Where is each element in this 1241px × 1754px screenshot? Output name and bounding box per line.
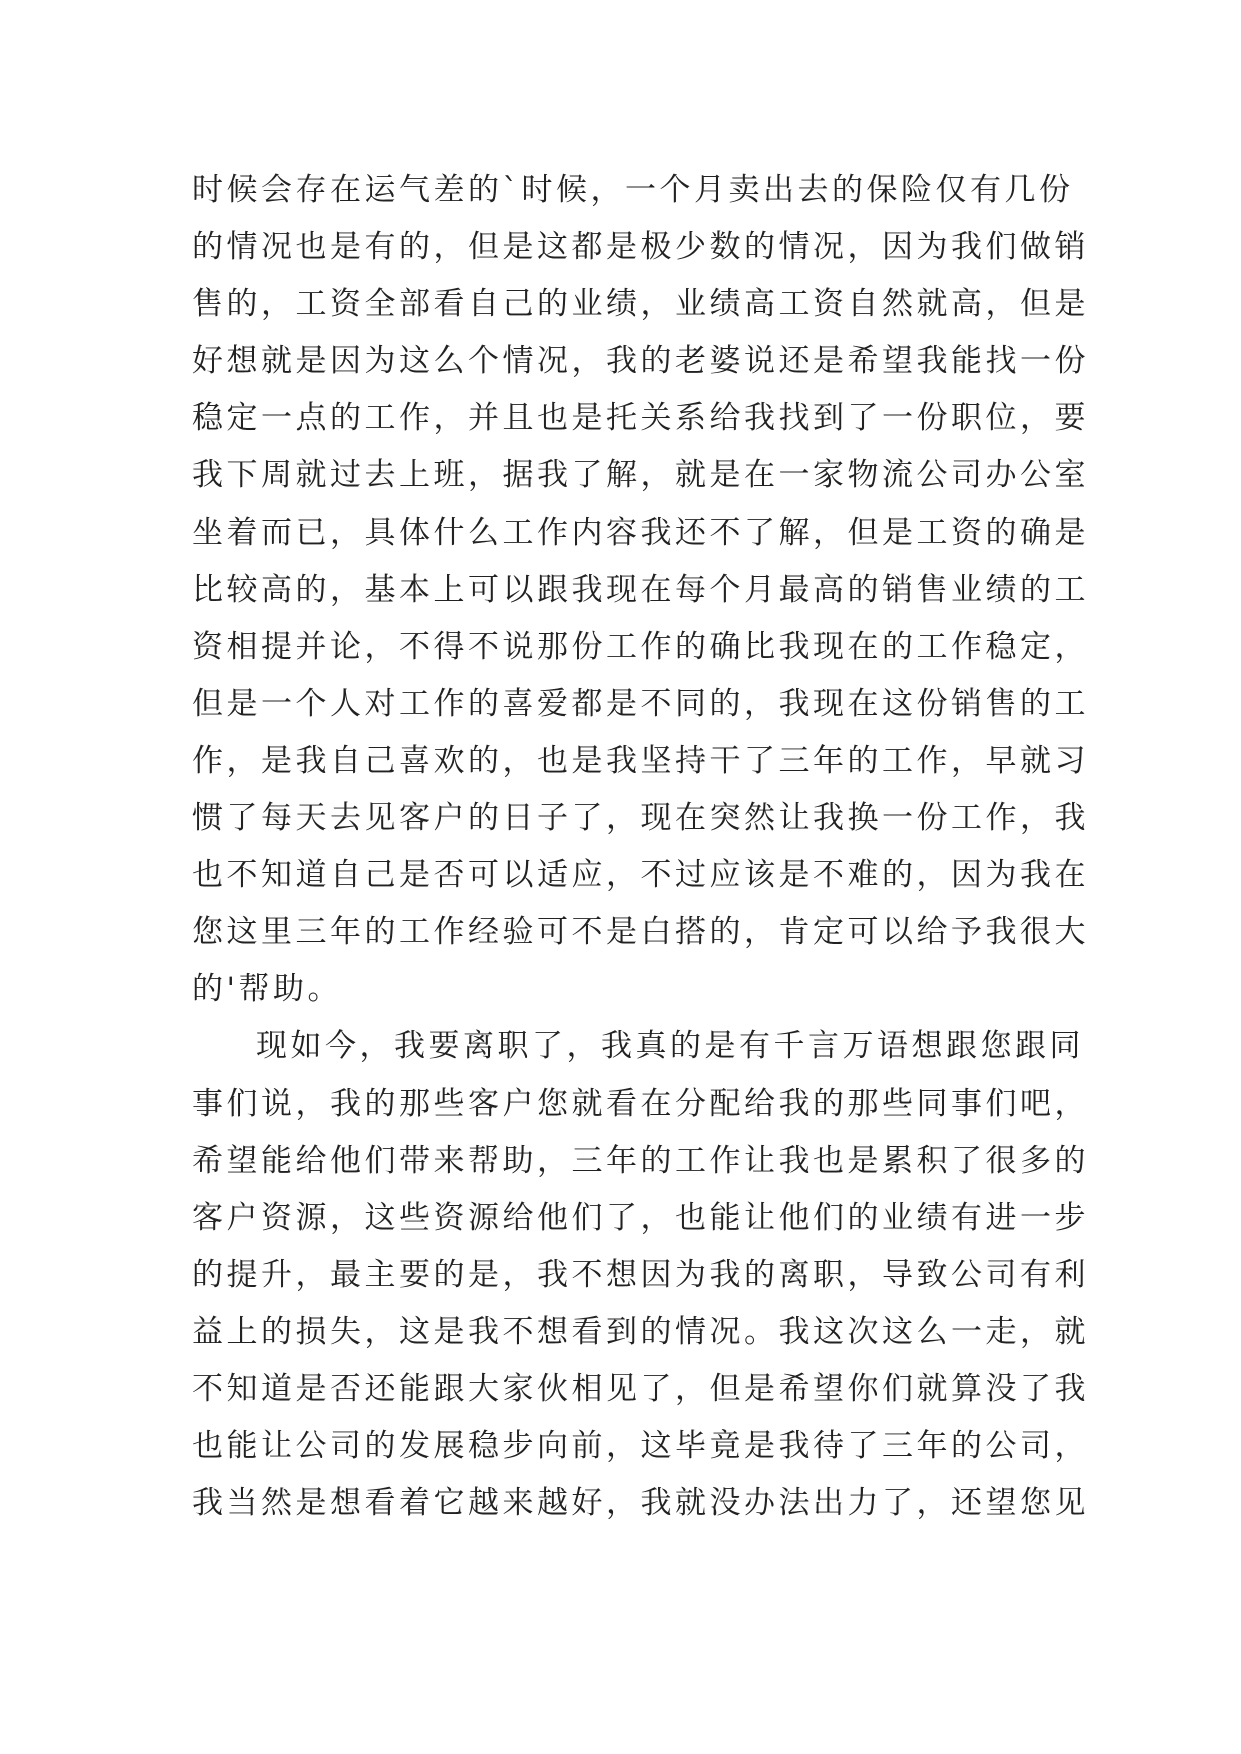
text-line: 比较高的，基本上可以跟我现在每个月最高的销售业绩的工 <box>192 571 1089 608</box>
text-line: 资相提并论，不得不说那份工作的确比我现在的工作稳定， <box>192 628 1089 665</box>
text-line: 益上的损失，这是我不想看到的情况。我这次这么一走，就 <box>192 1313 1089 1350</box>
text-line: 客户资源，这些资源给他们了，也能让他们的业绩有进一步 <box>192 1199 1089 1236</box>
text-line: 我当然是想看着它越来越好，我就没办法出力了，还望您见 <box>192 1485 1089 1522</box>
text-line: 希望能给他们带来帮助，三年的工作让我也是累积了很多的 <box>192 1142 1089 1179</box>
text-line: 坐着而已，具体什么工作内容我还不了解，但是工资的确是 <box>192 514 1089 551</box>
text-line: 也不知道自己是否可以适应，不过应该是不难的，因为我在 <box>192 857 1089 894</box>
text-line: 的情况也是有的，但是这都是极少数的情况，因为我们做销 <box>192 229 1089 266</box>
body-text <box>192 162 1089 1532</box>
text-line: 时候会存在运气差的`时候，一个月卖出去的保险仅有几份 <box>192 172 1074 208</box>
text-line: 售的，工资全部看自己的业绩，业绩高工资自然就高，但是 <box>192 286 1089 323</box>
text-line: 不知道是否还能跟大家伙相见了，但是希望你们就算没了我 <box>192 1370 1089 1407</box>
text-line: 我下周就过去上班，据我了解，就是在一家物流公司办公室 <box>192 457 1089 494</box>
paragraph-2 <box>192 1018 1089 1532</box>
text-line: 您这里三年的工作经验可不是白搭的，肯定可以给予我很大 <box>192 914 1089 951</box>
text-line: 作，是我自己喜欢的，也是我坚持干了三年的工作，早就习 <box>192 742 1089 779</box>
text-line: 惯了每天去见客户的日子了，现在突然让我换一份工作，我 <box>192 800 1089 837</box>
text-line: 好想就是因为这么个情况，我的老婆说还是希望我能找一份 <box>192 343 1089 380</box>
text-line: 事们说，我的那些客户您就看在分配给我的那些同事们吧， <box>192 1085 1089 1122</box>
text-line: 的'帮助。 <box>192 971 343 1008</box>
text-line: 稳定一点的工作，并且也是托关系给我找到了一份职位，要 <box>192 400 1089 437</box>
text-line: 也能让公司的发展稳步向前，这毕竟是我待了三年的公司， <box>192 1428 1089 1465</box>
paragraph-1 <box>192 162 1089 1018</box>
text-line: 现如今，我要离职了，我真的是有千言万语想跟您跟同 <box>256 1028 1084 1065</box>
text-line: 但是一个人对工作的喜爱都是不同的，我现在这份销售的工 <box>192 685 1089 722</box>
text-line: 的提升，最主要的是，我不想因为我的离职，导致公司有利 <box>192 1256 1089 1293</box>
